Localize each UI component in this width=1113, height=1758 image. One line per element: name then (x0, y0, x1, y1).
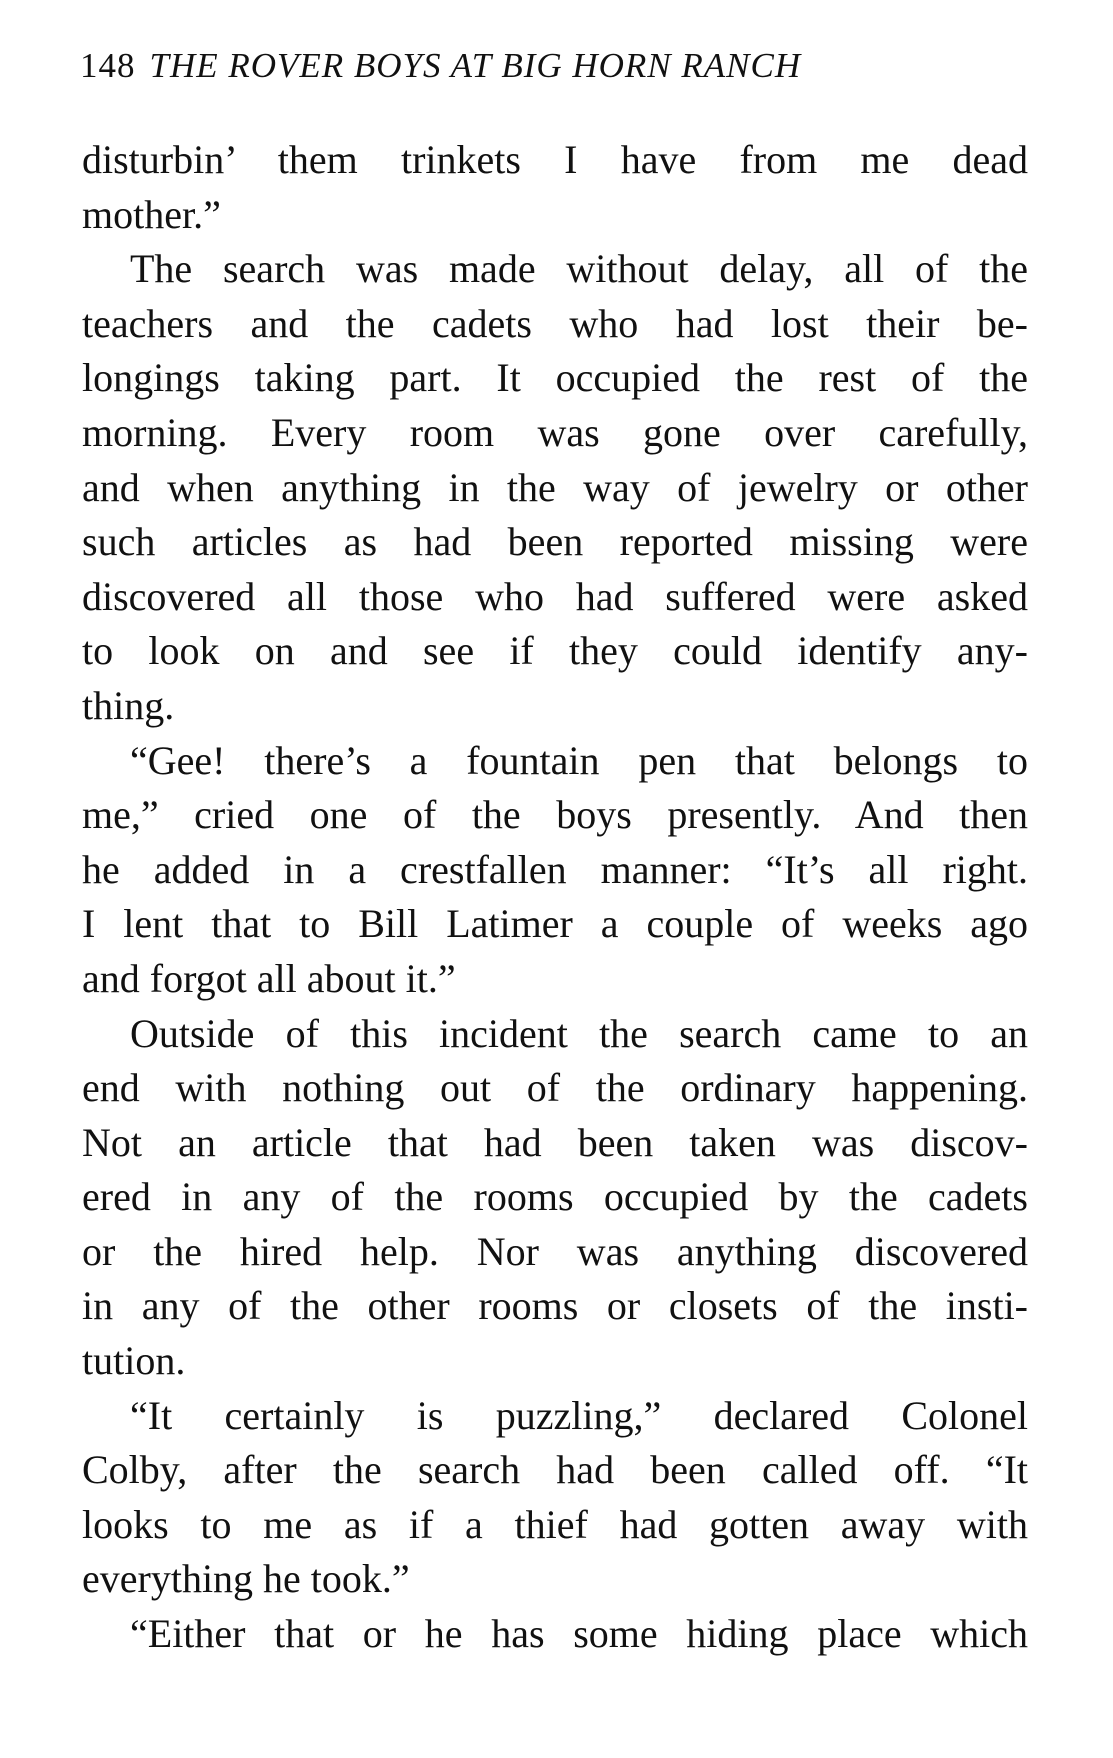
text-line: “Gee! there’s a fountain pen that belongs to (130, 737, 1028, 783)
text-line: Outside of this incident the search came to an (130, 1010, 1028, 1056)
text-line: looks to me as if a thief had gotten away with (82, 1501, 1028, 1547)
text-line: “It certainly is puzzling,” declared Colonel (130, 1392, 1028, 1438)
text-line: longings taking part. It occupied the rest of the (82, 355, 1028, 401)
text-line: tution. (82, 1338, 186, 1384)
text-line: discovered all those who had suffered were asked (82, 573, 1028, 619)
text-line: everything he took.” (82, 1556, 410, 1602)
page-number: 148 (80, 46, 136, 85)
text-line: and when anything in the way of jewelry or other (82, 464, 1028, 510)
body-text (82, 133, 1028, 1662)
text-line: such articles as had been reported missing were (82, 519, 1028, 565)
text-line: mother.” (82, 191, 221, 237)
text-line: or the hired help. Nor was anything discovered (82, 1228, 1028, 1274)
text-line: ered in any of the rooms occupied by the cadets (82, 1174, 1028, 1220)
text-line: morning. Every room was gone over carefully, (82, 409, 1028, 455)
text-line: to look on and see if they could identify any- (82, 628, 1028, 674)
text-line: teachers and the cadets who had lost their be- (82, 300, 1028, 346)
text-line: Not an article that had been taken was discov- (82, 1119, 1028, 1165)
text-line: thing. (82, 682, 175, 728)
running-head (80, 44, 1040, 88)
text-line: in any of the other rooms or closets of the insti- (82, 1283, 1028, 1329)
text-line: me,” cried one of the boys presently. And then (82, 792, 1028, 838)
running-title: THE ROVER BOYS AT BIG HORN RANCH (149, 46, 802, 85)
text-line: end with nothing out of the ordinary happening. (82, 1065, 1028, 1111)
text-line: “Either that or he has some hiding place which (130, 1611, 1028, 1657)
text-line: Colby, after the search had been called off. “It (82, 1447, 1028, 1493)
text-line: The search was made without delay, all of the (130, 246, 1028, 292)
text-line: disturbin’ them trinkets I have from me dead (82, 137, 1028, 182)
text-line: he added in a crestfallen manner: “It’s all right. (82, 846, 1028, 892)
text-line: and forgot all about it.” (82, 955, 456, 1001)
text-line: I lent that to Bill Latimer a couple of weeks ago (82, 901, 1028, 947)
